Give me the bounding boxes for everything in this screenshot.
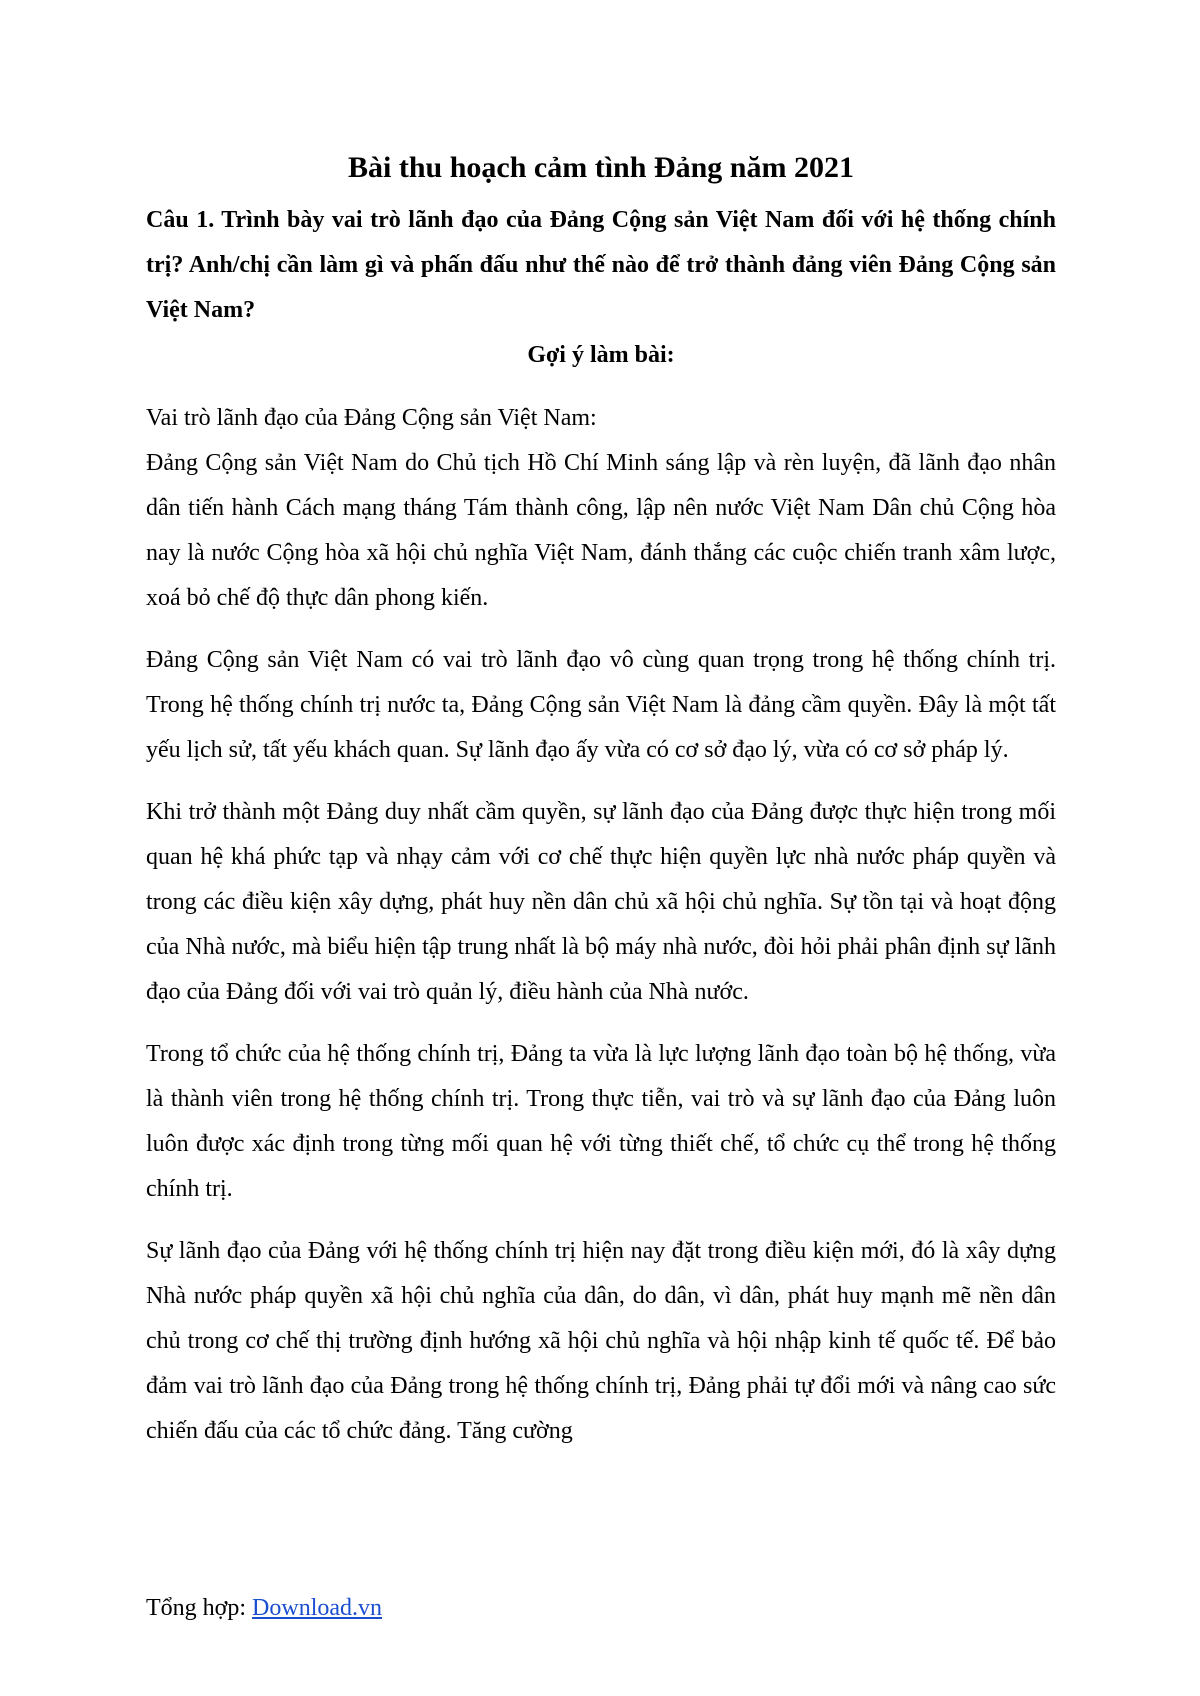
paragraph-3: Khi trở thành một Đảng duy nhất cầm quyền, sự lãnh đạo của Đảng được thực hiện trong mối quan hệ khá phức tạp và nhạy cảm với cơ chế thực hiện quyền lực nhà nước pháp quyền và trong các điều kiện xây dựng, phát huy nền dân chủ xã hội chủ nghĩa. Sự tồn tại và hoạt động của Nhà nước, mà biểu hiện tập trung nhất là bộ máy nhà nước, đòi hỏi phải phân định sự lãnh đạo của Đảng đối với vai trò quản lý, điều hành của Nhà nước. (146, 799, 1056, 1005)
paragraph-2: Đảng Cộng sản Việt Nam có vai trò lãnh đạo vô cùng quan trọng trong hệ thống chính trị. Trong hệ thống chính trị nước ta, Đảng Cộng sản Việt Nam là đảng cầm quyền. Đây là một tất yếu lịch sử, tất yếu khách quan. Sự lãnh đạo ấy vừa có cơ sở đạo lý, vừa có cơ sở pháp lý. (146, 647, 1056, 763)
paragraph-4: Trong tổ chức của hệ thống chính trị, Đảng ta vừa là lực lượng lãnh đạo toàn bộ hệ thống, vừa là thành viên trong hệ thống chính trị. Trong thực tiễn, vai trò và sự lãnh đạo của Đảng luôn luôn được xác định trong từng mối quan hệ với từng thiết chế, tổ chức cụ thể trong hệ thống chính trị. (146, 1041, 1056, 1202)
document-title: Bài thu hoạch cảm tình Đảng năm 2021 (348, 151, 854, 184)
section-label: Vai trò lãnh đạo của Đảng Cộng sản Việt Nam: (146, 405, 597, 431)
question-text: Câu 1. Trình bày vai trò lãnh đạo của Đảng Cộng sản Việt Nam đối với hệ thống chính trị? Anh/chị cần làm gì và phấn đấu như thế nào để trở thành đảng viên Đảng Cộng sản Việt Nam? (146, 207, 1056, 323)
footer-link[interactable]: Download.vn (252, 1595, 383, 1621)
document-body (146, 144, 1056, 1471)
hint-heading: Gợi ý làm bài: (527, 342, 675, 368)
paragraph-5: Sự lãnh đạo của Đảng với hệ thống chính trị hiện nay đặt trong điều kiện mới, đó là xây dựng Nhà nước pháp quyền xã hội chủ nghĩa của dân, do dân, vì dân, phát huy mạnh mẽ nền dân chủ trong cơ chế thị trường định hướng xã hội chủ nghĩa và hội nhập kinh tế quốc tế. Để bảo đảm vai trò lãnh đạo của Đảng trong hệ thống chính trị, Đảng phải tự đổi mới và nâng cao sức chiến đấu của các tổ chức đảng. Tăng cường (146, 1238, 1056, 1444)
paragraph-1: Đảng Cộng sản Việt Nam do Chủ tịch Hồ Chí Minh sáng lập và rèn luyện, đã lãnh đạo nhân dân tiến hành Cách mạng tháng Tám thành công, lập nên nước Việt Nam Dân chủ Cộng hòa nay là nước Cộng hòa xã hội chủ nghĩa Việt Nam, đánh thắng các cuộc chiến tranh xâm lược, xoá bỏ chế độ thực dân phong kiến. (146, 450, 1056, 611)
page-footer (146, 1590, 382, 1626)
footer-label: Tổng hợp: (146, 1595, 253, 1621)
